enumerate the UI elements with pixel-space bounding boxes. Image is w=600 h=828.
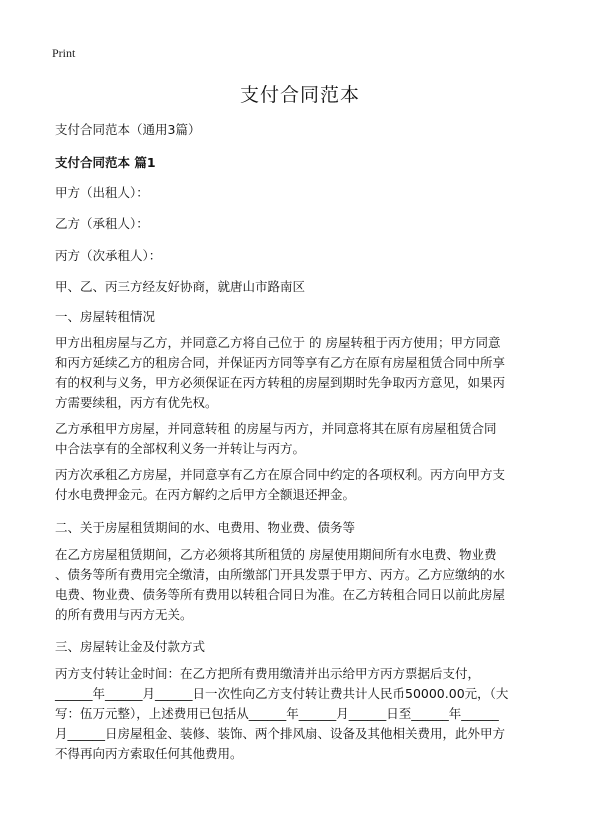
paragraph-line: 的所有费用与丙方无关。 [55, 607, 193, 622]
paragraph-line: 方需要续租，丙方有优先权。 [55, 395, 218, 410]
paragraph-line: 写：伍万元整），上述费用已包括从______年______月______日至______年______ [55, 706, 499, 721]
party-c-line: 丙方（次承租人）： [55, 248, 162, 263]
paragraph-party-b [55, 419, 545, 459]
party-b-line: 乙方（承租人）： [55, 216, 149, 231]
paragraph-line: 中合法享有的全部权利义务一并转让与丙方。 [55, 441, 306, 456]
paragraph-line: 在乙方房屋租赁期间，乙方必须将其所租赁的 房屋使用期间所有水电费、物业费 [55, 547, 497, 562]
paragraph-line: 丙方支付转让金时间：在乙方把所有费用缴清并出示给甲方丙方票据后支付， [55, 666, 481, 681]
paragraph-line: 、债务等所有费用完全缴清，由所缴部门开具发票于甲方、丙方。乙方应缴纳的水 [55, 567, 506, 582]
paragraph-utilities [55, 545, 545, 625]
intro-line: 甲、乙、丙三方经友好协商，就唐山市路南区 [55, 279, 306, 294]
heading-sublease: 一、房屋转租情况 [55, 309, 156, 324]
paragraph-line: 有的权利与义务，甲方必须保证在丙方转租的房屋到期时先争取丙方意见，如果丙 [55, 375, 506, 390]
paragraph-line: 电费、物业费、债务等所有费用以转租合同日为准。在乙方转租合同日以前此房屋 [55, 587, 506, 602]
paragraph-line: ______年______月______日一次性向乙方支付转让费共计人民币50000.00元，（大 [55, 686, 509, 701]
document-title: 支付合同范本 [239, 84, 360, 106]
paragraph-line: 甲方出租房屋与乙方，并同意乙方将自己位于 的 房屋转租于丙方使用；甲方同意 [55, 335, 501, 350]
paragraph-line: 付水电费押金元。在丙方解约之后甲方全额退还押金。 [55, 487, 356, 502]
document-subtitle: 支付合同范本（通用3篇） [55, 122, 201, 137]
paragraph-line: 乙方承租甲方房屋，并同意转租 的房屋与丙方，并同意将其在原有房屋租赁合同 [55, 421, 497, 436]
paragraph-line: 月______日房屋租金、装修、装饰、两个排风扇、设备及其他相关费用，此外甲方 [55, 726, 506, 741]
heading-transfer-payment: 三、房屋转让金及付款方式 [55, 639, 206, 654]
paragraph-line: 不得再向丙方索取任何其他费用。 [55, 746, 243, 761]
paragraph-transfer-payment [55, 664, 545, 764]
heading-utilities: 二、关于房屋租赁期间的水、电费用、物业费、债务等 [55, 520, 356, 535]
section-heading: 支付合同范本 篇1 [55, 155, 156, 170]
paragraph-sublease [55, 333, 545, 413]
print-link[interactable]: Print [52, 46, 76, 60]
party-a-line: 甲方（出租人）： [55, 185, 149, 200]
paragraph-line: 丙方次承租乙方房屋，并同意享有乙方在原合同中约定的各项权利。丙方向甲方支 [55, 467, 506, 482]
paragraph-party-c [55, 465, 545, 505]
paragraph-line: 和丙方延续乙方的租房合同，并保证丙方同等享有乙方在原有房屋租赁合同中所享 [55, 355, 506, 370]
